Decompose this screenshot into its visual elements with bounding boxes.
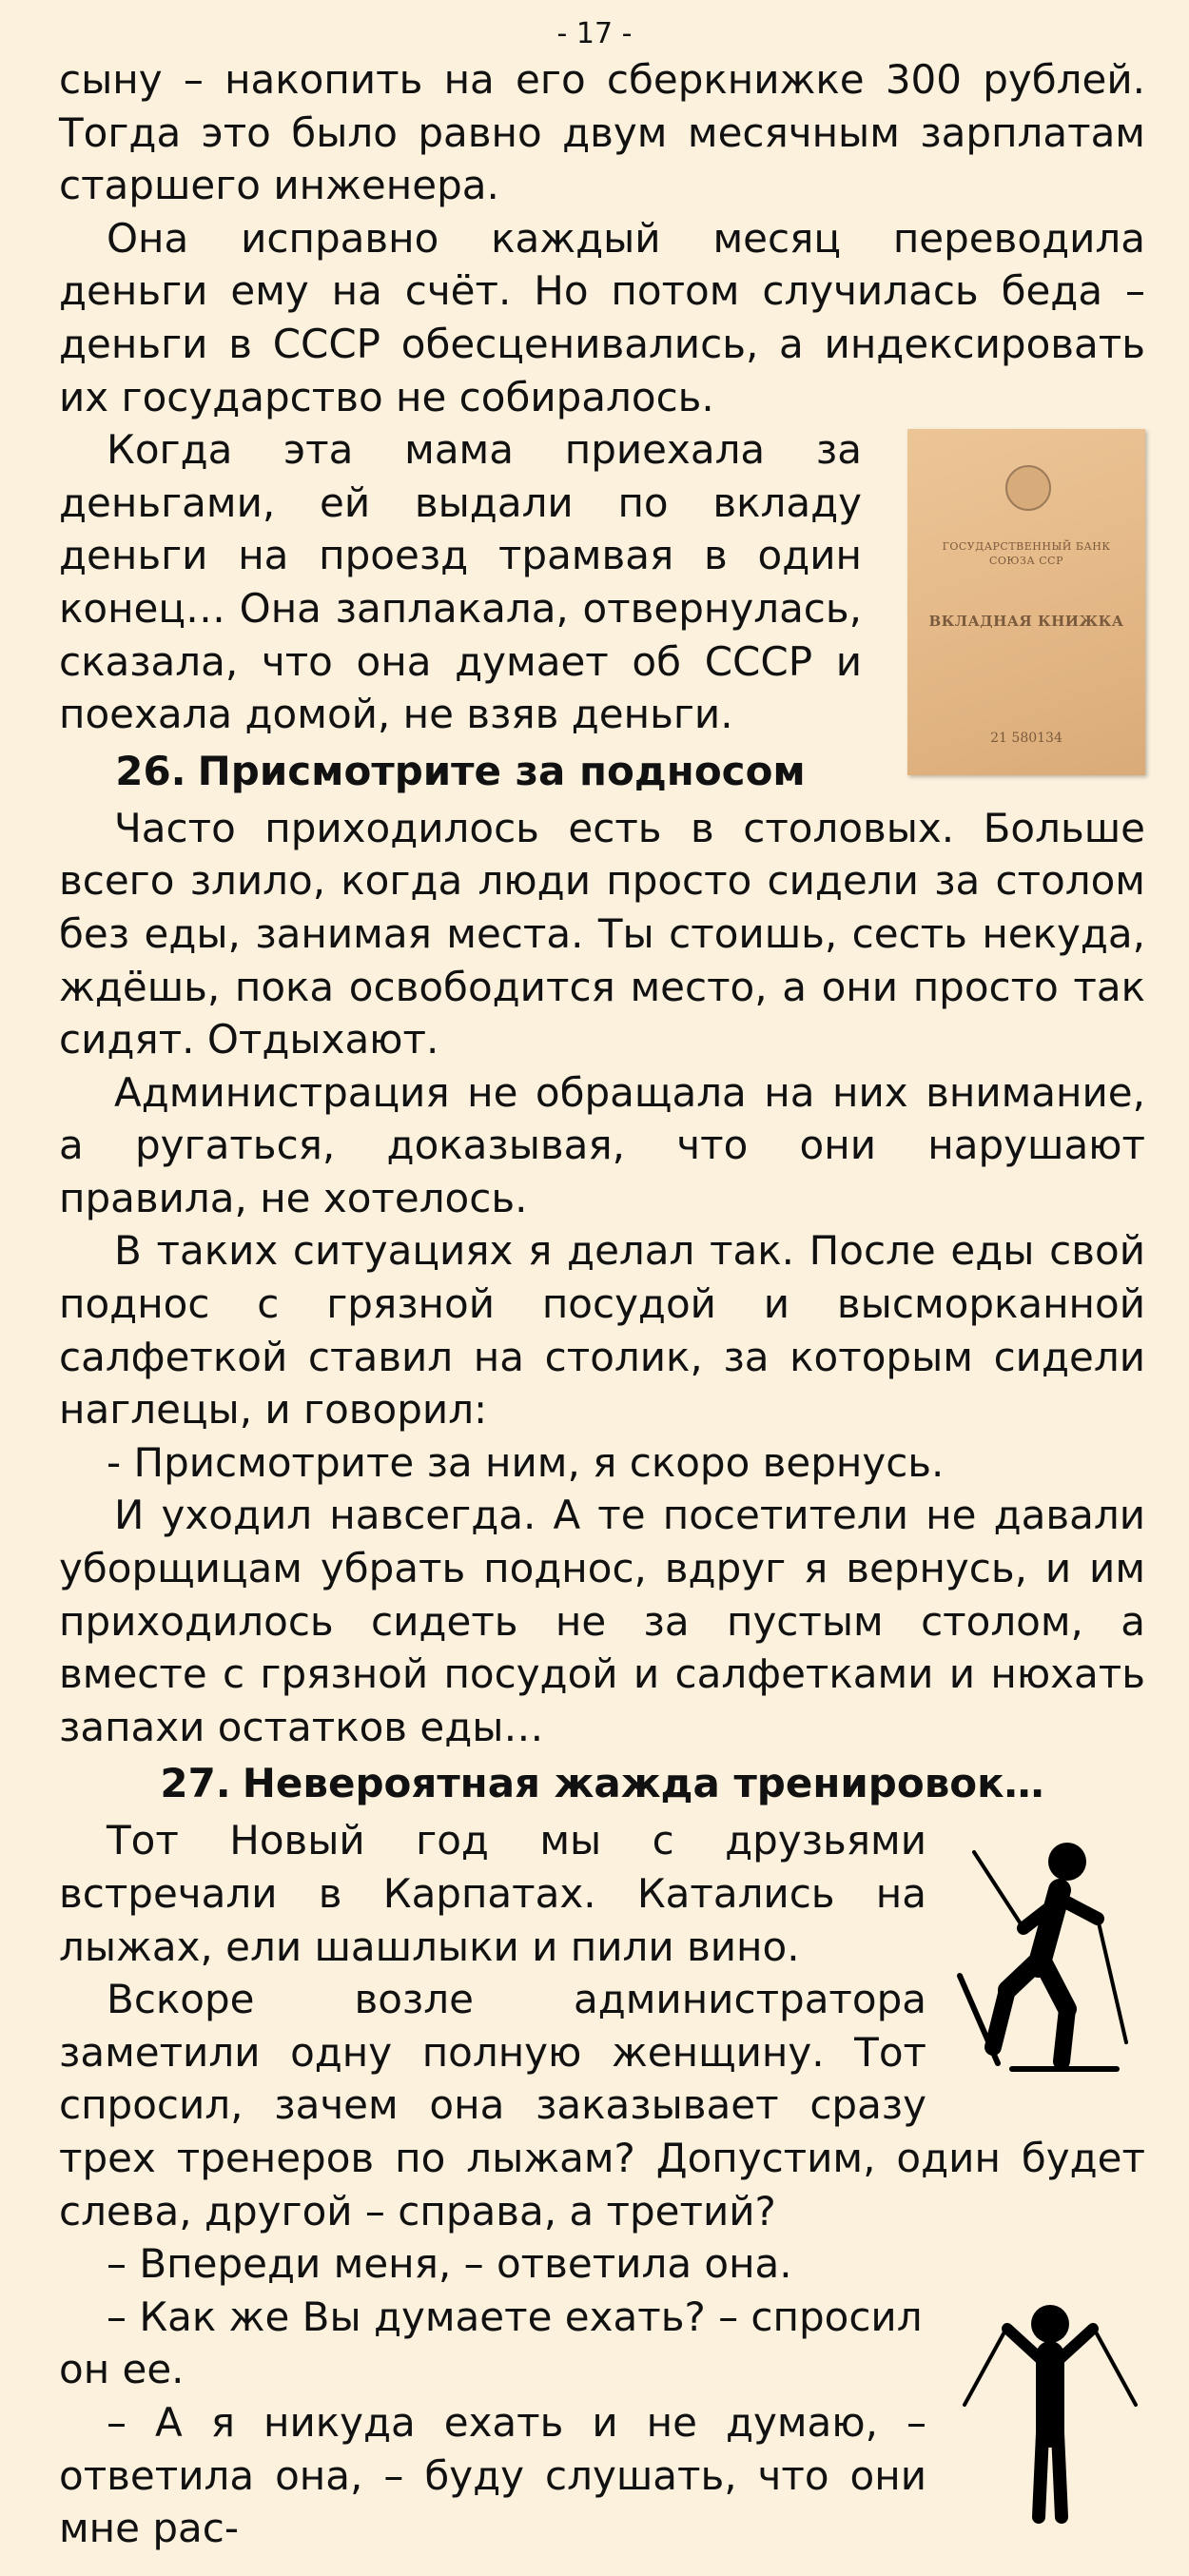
paragraph: Часто приходилось есть в столовых. Больше всего злило, когда люди просто сидели за столом без еды, занимая места. Ты стоишь, сесть некуда, ждёшь, пока освободится место, а они просто так сидят. Отдыхают.: [59, 804, 1145, 1064]
book-title: ВКЛАДНАЯ КНИЖКА: [928, 613, 1124, 631]
paragraph: И уходил навсегда. А те посетители не давали уборщицам убрать поднос, вдруг я вернусь, и им приходилось сидеть не за пустым столом, а вместе с грязной посудой и салфетками и нюхать запахи остатков еды…: [59, 1492, 1145, 1750]
savings-book-image: [890, 423, 1145, 779]
book-serial: 21 580134: [990, 731, 1062, 747]
paragraph: – А я никуда ехать и не думаю, – ответила она, – буду слушать, что они мне рас-: [59, 2398, 926, 2552]
skier-pictogram-icon: [955, 1814, 1145, 2090]
book-bank-name: ГОСУДАРСТВЕННЫЙ БАНК СОЮЗА ССР: [942, 540, 1111, 568]
page-content: [59, 53, 1145, 2555]
skier-standing-pictogram-icon: [955, 2291, 1145, 2528]
section-title: Присмотрите за подносом: [197, 747, 806, 794]
paragraph: Она исправно каждый месяц переводила деньги ему на счёт. Но потом случилась беда – деньги в СССР обесценивались, а индексировать их государство не собиралось.: [59, 214, 1145, 420]
paragraph: Когда эта мама приехала за деньгами, ей выдали по вкладу деньги на проезд трамвая в один конец… Она заплакала, отвернулась, сказала, что она думает об СССР и поехала домой, не взяв деньги.: [59, 426, 862, 738]
state-emblem-icon: [1005, 465, 1051, 511]
paragraph: – Впереди меня, – ответила она.: [107, 2240, 792, 2288]
page-number: - 17 -: [556, 17, 633, 50]
savings-book-cover: [907, 429, 1145, 775]
section-27-heading: [59, 1753, 1145, 1814]
section-title: Невероятная жажда тренировок…: [242, 1760, 1044, 1807]
paragraph: Тот Новый год мы с друзьями встречали в Карпатах. Катались на лыжах, ели шашлыки и пили вино.: [59, 1817, 926, 1970]
paragraph: Администрация не обращала на них внимание, а ругаться, доказывая, что они нарушают правила, не хотелось.: [59, 1068, 1145, 1221]
paragraph: В таких ситуациях я делал так. После еды свой поднос с грязной посудой и высморканной салфеткой ставил на столик, за которым сидели наглецы, и говорил:: [59, 1227, 1145, 1434]
paragraph: – Как же Вы думаете ехать? – спросил он ее.: [59, 2293, 923, 2393]
section-number: 26.: [115, 747, 186, 794]
section-number: 27.: [160, 1760, 231, 1807]
paragraph: - Присмотрите за ним, я скоро вернусь.: [107, 1438, 945, 1486]
paragraph: сыну – накопить на его сберкнижке 300 рублей. Тогда это было равно двум месячным зарплатам старшего инженера.: [59, 56, 1145, 209]
paragraph: Вскоре возле администратора заметили одну полную женщину. Тот спросил, зачем она заказывает сразу трех тренеров по лыжам? Допустим, один будет слева, другой – справа, а третий?: [59, 1976, 1145, 2234]
